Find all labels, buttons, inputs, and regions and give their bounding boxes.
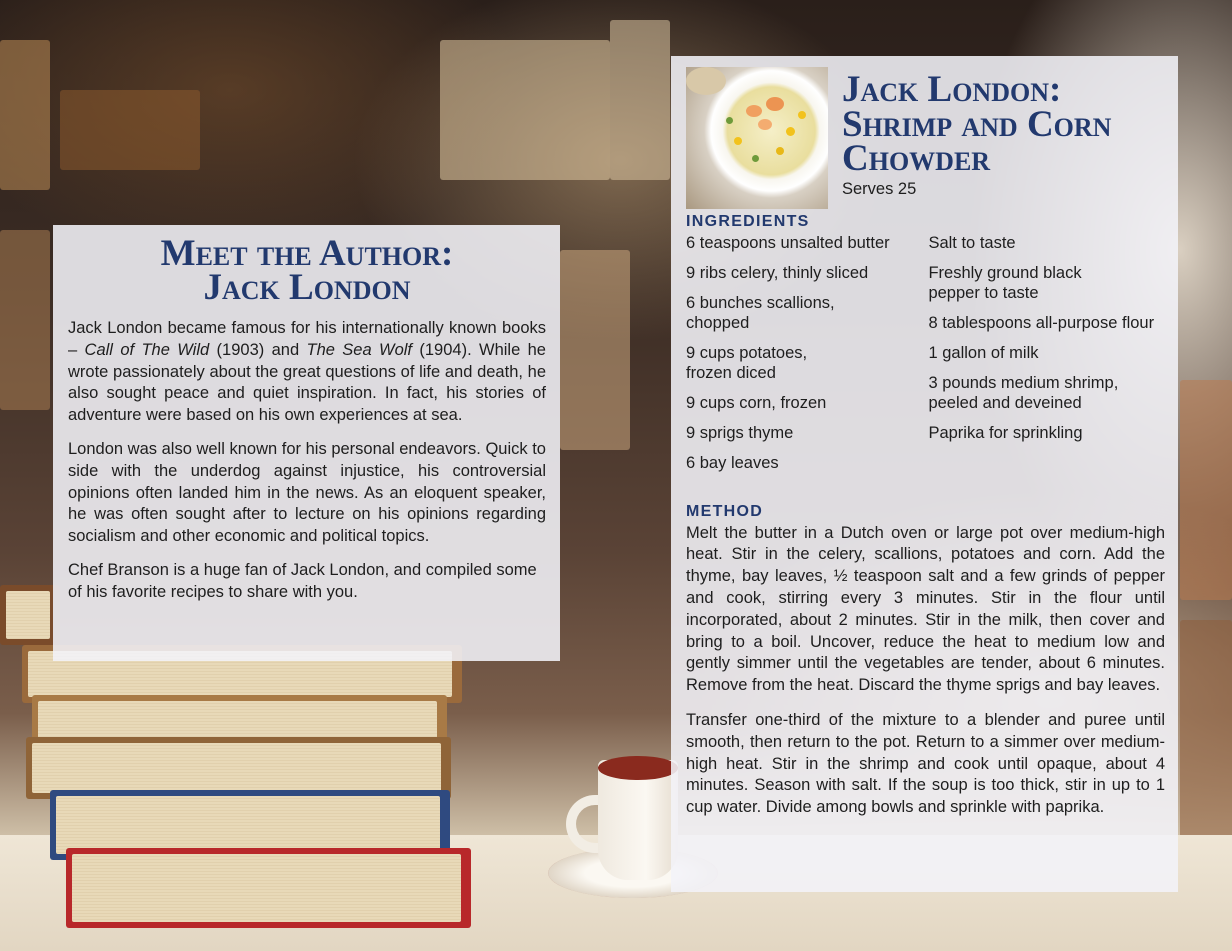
ingredient-item: 6 bay leaves [686, 453, 779, 472]
recipe-panel [671, 56, 1178, 892]
recipe-title-line1: Jack London: [842, 69, 1062, 110]
ingredient-item: 8 tablespoons all-purpose flour [928, 314, 1155, 333]
book-title-sea-wolf: The Sea Wolf [306, 340, 413, 359]
ingredients-list [686, 233, 1165, 483]
author-paragraph-1 [68, 318, 546, 427]
book-title-call-of-the-wild: Call of The Wild [84, 340, 210, 359]
method-section [686, 503, 1165, 819]
author-title-line1: Meet the Author: [160, 233, 454, 274]
author-title-line2: Jack London [203, 267, 411, 308]
author-panel [53, 225, 560, 661]
ingredients-label: INGREDIENTS [686, 213, 810, 230]
author-title [68, 233, 546, 308]
recipe-title-line2: Shrimp and Corn [842, 103, 1112, 145]
author-p1-year: (1903) and [209, 340, 307, 359]
author-p1-intro: Jack London became famous for his internationally known books – [68, 319, 546, 359]
ingredients-column-1 [686, 233, 928, 483]
ingredients-section [686, 213, 1165, 483]
chowder-photo [686, 67, 828, 209]
method-body [686, 523, 1165, 819]
ingredients-column-2 [928, 233, 1165, 483]
ingredient-item: 1 gallon of milk [928, 343, 1039, 362]
ingredient-item: 9 cups corn, frozen [686, 394, 827, 413]
recipe-title-block [842, 69, 1112, 212]
author-paragraph-2: London was also well known for his personal endeavors. Quick to side with the underdog against injustice, his controversial opinions often landed him in the news. As an eloquent speaker, he was often sought after to lecture on his opinions regarding socialism and other economic and political topics. [68, 439, 546, 546]
serves-count: Serves 25 [842, 179, 917, 198]
recipe-title-line3: Chowder [842, 138, 991, 179]
method-paragraph-2: Transfer one-third of the mixture to a blender and puree until smooth, then return to the pot. Return to a simmer over medium-high heat. Stir in the shrimp and cook until opaque, about 4 minutes. Season with salt. If the soup is too thick, stir in up to 1 cup water. Divide among bowls and sprinkle with paprika. [686, 710, 1165, 817]
recipe-title [842, 69, 1112, 179]
ingredient-item: Salt to taste [928, 234, 1016, 252]
author-p1-rest: (1904). While he wrote passionately about the great questions of life and death, he also sought peace and quiet inspiration. In fact, his stories of adventure were based on his own experiences at sea. [68, 340, 546, 425]
recipe-header [686, 67, 1165, 212]
ingredient-item: 9 ribs celery, thinly sliced [686, 263, 869, 282]
ingredient-item: Paprika for sprinkling [928, 423, 1083, 442]
author-paragraph-3: Chef Branson is a huge fan of Jack London, and compiled some of his favorite recipes to share with you. [68, 560, 537, 601]
ingredient-item: 6 bunches scallions, chopped [686, 293, 835, 333]
ingredient-item: 9 sprigs thyme [686, 423, 794, 442]
ingredient-item: Freshly ground black pepper to taste [928, 263, 1082, 303]
ingredient-item: 6 teaspoons unsalted butter [686, 234, 890, 252]
ingredient-item: 9 cups potatoes, frozen diced [686, 343, 808, 383]
method-label: METHOD [686, 502, 764, 520]
ingredient-item: 3 pounds medium shrimp, peeled and deveined [928, 373, 1119, 413]
author-body [68, 318, 546, 604]
method-paragraph-1: Melt the butter in a Dutch oven or large pot over medium-high heat. Stir in the celery, scallions, potatoes and corn. Add the thyme, bay leaves, ½ teaspoon salt and a few grinds of pepper and cook, stirring every 3 minutes. Stir in the flour until incorporated, about 2 minutes. Stir in the milk, then cover and bring to a boil. Uncover, reduce the heat to medium low and gently simmer until the vegetables are tender, about 6 minutes. Remove from the heat. Discard the thyme sprigs and bay leaves. [686, 523, 1165, 695]
